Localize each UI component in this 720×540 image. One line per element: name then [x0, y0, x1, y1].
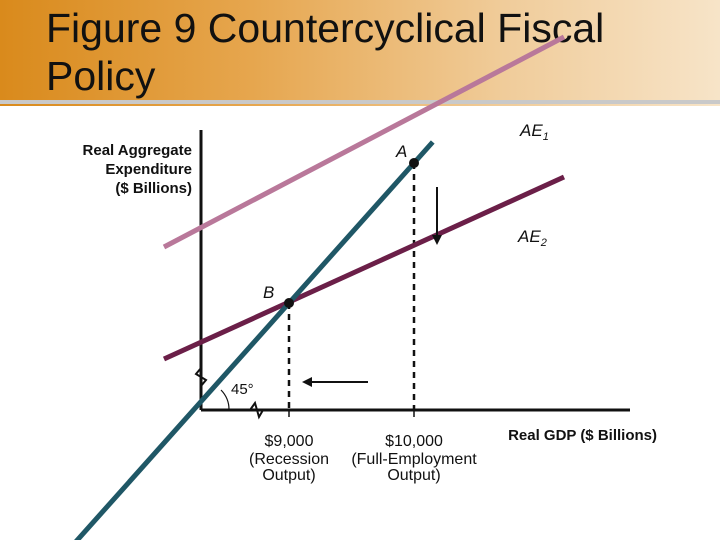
- point-a-label: A: [396, 142, 408, 161]
- page-title: Figure 9 Countercyclical Fiscal Policy: [46, 5, 605, 99]
- point-a-marker: [409, 158, 419, 168]
- angle-arc: [221, 390, 229, 410]
- x-tick-sublabel-9000-line2: Output): [262, 467, 316, 484]
- series-45-degree-line: [52, 142, 433, 540]
- x-tick-label-10000: $10,000: [385, 433, 443, 450]
- y-axis-label-line2: Expenditure: [105, 161, 192, 178]
- point-b-marker: [284, 298, 294, 308]
- series-ae1-label: $AE_1$: [520, 121, 549, 143]
- series-ae2-line: [164, 177, 564, 359]
- x-axis-label: Real GDP ($ Billions): [508, 427, 657, 444]
- y-axis-label-line3: ($ Billions): [115, 180, 192, 197]
- y-axis-label-line1: Real Aggregate: [82, 142, 192, 159]
- series-ae2-label: $AE_2$: [518, 227, 547, 249]
- angle-label: 45°: [231, 381, 254, 398]
- x-tick-sublabel-10000-line2: Output): [387, 467, 441, 484]
- point-b-label: B: [263, 283, 275, 302]
- x-tick-sublabel-9000-line1: (Recession: [248, 451, 330, 468]
- x-tick-sublabel-10000-line1: (Full-Employment: [351, 451, 477, 468]
- x-tick-label-9000: $9,000: [264, 433, 314, 450]
